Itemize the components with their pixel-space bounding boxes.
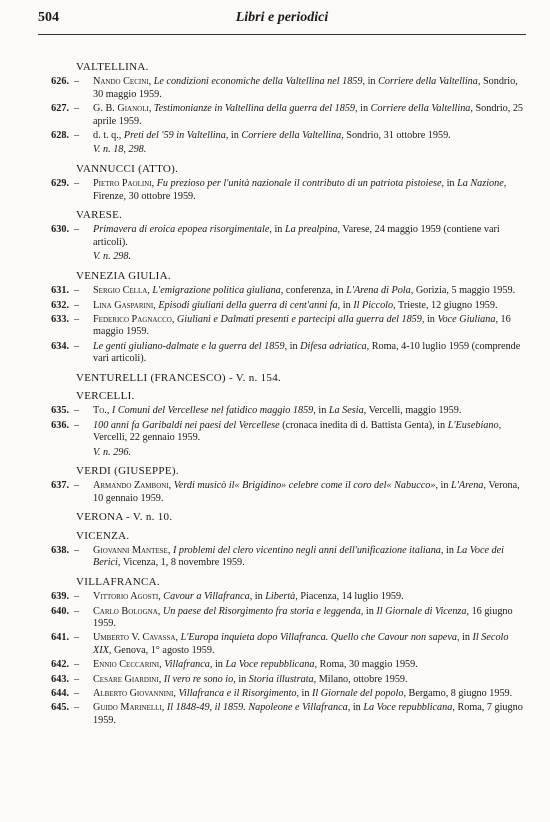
entry-title: Villafranca e il Risorgimento (178, 688, 297, 700)
entry-title: Storia illustrata (248, 673, 314, 685)
entry-title: La Voce dei Berici (93, 545, 504, 569)
entry-title: L'Arena di Pola (346, 285, 411, 297)
entry-title: Le genti giuliano-dalmate e la guerra del 1859 (93, 340, 285, 352)
entry-dash: – (74, 285, 80, 297)
entry-segment: , (175, 632, 181, 644)
section (38, 465, 526, 505)
section (38, 61, 526, 157)
section-heading: VERONA - V. n. 10. (76, 511, 173, 524)
entry-segment: , Milano, ottobre 1959. (313, 673, 408, 685)
entry-segment: , Roma, 7 giugno 1959. (93, 702, 523, 726)
entry-dash: – (74, 419, 80, 431)
entry-title: Il 1848-49, il 1859. Napoleone e Villafranca (166, 702, 348, 714)
entry-title: Voce Giuliana (437, 313, 496, 325)
entry-title: I problemi del clero vicentino negli anni dell'unificazione italiana (172, 545, 441, 556)
entry-dash: – (74, 632, 80, 644)
entry-title: L'emigrazione politica giuliana (152, 285, 281, 297)
entry-segment: (cronaca inedita di d. Battista Genta), in (279, 419, 448, 431)
entry-text (93, 300, 526, 312)
cross-reference: V. n. 18, 298. (93, 144, 147, 156)
entry-text (93, 659, 526, 671)
entry-segment: , (157, 605, 163, 617)
entry-dash: – (74, 673, 80, 685)
entry-segment: , (158, 591, 164, 603)
entry-title: Episodi giuliani della guerra di cent'anni fa (158, 299, 338, 311)
entry-segment: , Vicenza, 1, 8 novembre 1959. (117, 557, 245, 569)
entry-number: 644. (51, 688, 69, 700)
entry-dash: – (74, 605, 80, 617)
cross-reference: V. n. 296. (93, 446, 132, 458)
entry-number: 629. (51, 178, 69, 190)
bibliography-entry (38, 285, 526, 297)
entry-title: Testimonianze in Valtellina della guerra del 1859 (153, 103, 356, 115)
entry-segment: , Piacenza, 14 luglio 1959. (295, 591, 404, 603)
entry-segment: , (168, 480, 174, 492)
entry-text (93, 606, 526, 631)
section-heading: VARESE. (76, 209, 123, 222)
entry-number: 637. (51, 480, 69, 492)
section (38, 270, 526, 366)
entry-segment: , in (337, 299, 354, 311)
entry-segment: , in (284, 340, 301, 352)
entry-segment: , Vercelli, maggio 1959. (363, 405, 462, 417)
entry-number: 636. (51, 419, 69, 431)
section (38, 511, 526, 523)
bibliography-entry (38, 545, 526, 570)
entry-segment: , 16 maggio 1959. (93, 313, 511, 338)
entry-author: Cesare Giardini (93, 673, 159, 685)
entry-segment: , Bergamo, 8 giugno 1959. (403, 688, 513, 700)
entry-segment: , Roma, 4-10 luglio 1959 (comprende vari articoli). (93, 340, 521, 365)
entry-segment: , Trieste, 12 giugno 1959. (393, 299, 498, 311)
entry-author: To. (93, 405, 107, 417)
entry-segment: , (159, 659, 165, 671)
page-header (38, 12, 526, 35)
entry-dash: – (74, 178, 80, 190)
entry-title: Corriere della Valtellina (378, 76, 478, 88)
entry-title: Il Piccolo (353, 299, 394, 311)
entry-segment: , in (360, 605, 377, 617)
entry-title: Le condizioni economiche della Valtellina nel 1859 (153, 76, 363, 88)
entry-number: 638. (51, 545, 69, 556)
entry-segment: d. t. q., (93, 130, 124, 142)
entry-dash: – (74, 76, 80, 88)
entry-title: 100 anni fa Garibaldi nei paesi del Vercellese (93, 419, 280, 431)
entry-dash: – (74, 545, 80, 556)
bibliography-entry (38, 314, 526, 339)
cross-reference: V. n. 298. (93, 251, 132, 263)
entry-segment: , Sondrio, 31 ottobre 1959. (341, 130, 451, 142)
entry-title: Un paese del Risorgimento fra storia e leggenda (162, 605, 361, 617)
entry-title: La Nazione (457, 178, 504, 190)
section (38, 209, 526, 264)
entry-author: Giovanni Mantese (93, 545, 168, 556)
entry-text (93, 285, 526, 297)
section-heading: VILLAFRANCA. (76, 575, 160, 588)
entry-number: 642. (51, 659, 69, 671)
bibliography-entry (38, 130, 526, 142)
entry-number: 632. (51, 299, 69, 311)
entry-segment: , Gorizia, 5 maggio 1959. (410, 285, 516, 297)
entry-title: L'Eusebiano (447, 419, 499, 431)
entry-title: La prealpina (284, 224, 338, 236)
entry-title: Il vero re sono io (163, 673, 234, 685)
entry-text (93, 130, 526, 142)
entry-dash: – (74, 299, 80, 311)
running-title: Libri e periodici (235, 10, 329, 25)
entry-number: 641. (51, 632, 69, 644)
entry-segment: , Roma, 30 maggio 1959. (314, 659, 418, 671)
entry-author: Ennio Ceccarini (93, 659, 160, 671)
entry-segment: , Firenze, 30 ottobre 1959. (93, 178, 507, 202)
entry-author: Nando Cecini (93, 76, 149, 88)
section-heading: VICENZA. (76, 529, 130, 542)
bibliography-entry (38, 341, 526, 366)
entry-title: Verdi musicò il« Brigidino» celebre come il coro del« Nabucco» (173, 480, 436, 492)
entry-title: Corriere della Valtellina (241, 130, 342, 142)
document-page (38, 12, 526, 729)
entry-title: I Comuni del Vercellese nel fatidico maggio 1859 (111, 405, 314, 417)
bibliography-entry (38, 659, 526, 671)
entry-segment: , Genova, 1° agosto 1959. (108, 644, 215, 656)
bibliography-entry (38, 76, 526, 101)
bibliography-entry (38, 224, 526, 249)
entry-author: Guido Marinelli (93, 702, 162, 714)
entry-title: Corriere della Valtellina (370, 103, 471, 115)
entry-author: Pietro Paolini (93, 178, 152, 190)
entry-author: Lina Gasparini (93, 299, 154, 311)
entry-segment: , (161, 702, 167, 714)
entry-number: 635. (51, 405, 69, 417)
entry-segment: , in (313, 405, 329, 417)
entry-text (93, 591, 526, 603)
entry-number: 626. (51, 76, 69, 88)
bibliography-entry (38, 591, 526, 603)
bibliography-entry (38, 103, 526, 128)
section (38, 530, 526, 570)
entry-text (93, 224, 526, 249)
entry-text (93, 688, 526, 700)
entry-segment: , (106, 405, 112, 417)
entry-dash: – (74, 103, 80, 115)
entry-title: Cavour a Villafranca (163, 591, 250, 603)
entry-number: 639. (51, 591, 69, 603)
entry-number: 633. (51, 313, 69, 325)
entry-text (93, 480, 526, 505)
entry-dash: – (74, 405, 80, 417)
entry-segment: , (148, 103, 154, 115)
entry-text (93, 103, 526, 128)
entry-title: La Sesia (328, 405, 364, 417)
entry-dash: – (74, 224, 80, 236)
entry-title: La Voce repubblicana (225, 659, 315, 671)
entry-segment: , (148, 76, 154, 88)
entry-segment: , in (296, 688, 313, 700)
entry-number: 631. (51, 285, 69, 297)
section-heading: VALTELLINA. (76, 61, 149, 73)
entry-title: Il Giornale di Vicenza (376, 605, 467, 617)
bibliography-entry (38, 178, 526, 203)
entry-title: L'Arena (451, 480, 484, 492)
entry-text (93, 702, 526, 727)
entry-text (93, 674, 526, 686)
entry-text (93, 545, 526, 570)
entry-segment: , Varese, 24 maggio 1959 (contiene vari articoli). (93, 224, 500, 248)
entry-title: Libertà (265, 591, 296, 603)
entry-number: 627. (51, 103, 69, 115)
section-heading: VENTURELLI (FRANCESCO) - V. n. 154. (76, 371, 282, 384)
entry-dash: – (74, 659, 80, 671)
entry-number: 630. (51, 224, 69, 236)
entry-title: La Voce repubblicana (363, 702, 453, 714)
bibliography-entry (38, 702, 526, 727)
entry-title: L'Europa inquieta dopo Villafranca. Quello che Cavour non sapeva (180, 632, 457, 644)
section (38, 390, 526, 459)
entry-text (93, 420, 526, 445)
bibliography-entry (38, 300, 526, 312)
bibliography-entry (38, 606, 526, 631)
entry-segment: , in (441, 178, 458, 190)
entry-text (93, 76, 526, 101)
entry-segment: , in (249, 591, 266, 603)
entry-segment: , (173, 688, 179, 700)
entry-author: Umberto V. Cavassa (93, 632, 176, 644)
entry-segment: , Vercelli, 22 gennaio 1959. (93, 419, 502, 444)
entry-dash: – (74, 480, 80, 492)
entry-segment: , Sondrio, 25 aprile 1959. (93, 103, 524, 127)
section-heading: VANNUCCI (ATTO). (76, 162, 179, 175)
entry-segment: , in (435, 480, 452, 492)
entry-text (93, 178, 526, 203)
entry-text (93, 632, 526, 657)
bibliography-entry (38, 480, 526, 505)
section (38, 576, 526, 727)
entry-segment: , (151, 178, 157, 190)
bibliography-entry (38, 674, 526, 686)
entry-segment: , in (440, 545, 457, 556)
bibliography-entry (38, 632, 526, 657)
entry-segment: , in (355, 103, 371, 115)
bibliography-list (38, 61, 526, 727)
entry-title: Difesa adriatica (300, 340, 367, 352)
bibliography-entry (38, 405, 526, 417)
entry-segment: , in (225, 130, 242, 142)
entry-text (93, 341, 526, 366)
entry-text (93, 405, 526, 417)
entry-number: 643. (51, 673, 69, 685)
page-number: 504 (38, 10, 59, 25)
entry-title: Preti del '59 in Valtellina (123, 130, 226, 142)
entry-segment: , (171, 313, 177, 325)
bibliography-entry (38, 688, 526, 700)
entry-segment: , (167, 545, 173, 556)
section-heading: VENEZIA GIULIA. (76, 269, 171, 282)
entry-segment: , in (233, 673, 249, 685)
entry-dash: – (74, 130, 80, 142)
entry-dash: – (74, 688, 80, 700)
entry-segment: , (153, 299, 159, 311)
entry-author: Vittorio Agosti (93, 591, 159, 603)
entry-title: Fu prezioso per l'unità nazionale il contributo di un patriota pistoiese (156, 178, 442, 190)
entry-author: Sergio Cella (93, 285, 148, 297)
entry-segment: , Sondrio, 30 maggio 1959. (93, 76, 518, 100)
entry-author: Alberto Giovannini (93, 688, 174, 700)
entry-dash: – (74, 591, 80, 603)
entry-segment: , in (456, 632, 473, 644)
section-heading: VERDI (GIUSEPPE). (76, 464, 179, 477)
entry-author: Federico Pagnacco (93, 313, 172, 325)
entry-title: Il Giornale del popolo (312, 688, 404, 700)
entry-segment: , conferenza, in (280, 285, 347, 297)
entry-segment: , (147, 285, 153, 297)
entry-segment: , in (347, 702, 364, 714)
entry-title: Primavera di eroica epopea risorgimentale (93, 224, 270, 236)
entry-number: 634. (51, 340, 69, 352)
entry-segment: , Verona, 10 gennaio 1959. (93, 480, 520, 504)
entry-number: 645. (51, 702, 69, 714)
entry-title: Giuliani e Dalmati presenti e partecipi alla guerra del 1859 (176, 313, 422, 325)
entry-segment: , in (209, 659, 226, 671)
entry-title: Villafranca (164, 659, 210, 671)
entry-segment: , in (362, 76, 379, 88)
entry-number: 640. (51, 605, 69, 617)
section (38, 163, 526, 203)
entry-author: G. B. Gianoli (93, 103, 149, 115)
entry-segment: , in (269, 224, 285, 236)
entry-segment: , 16 giugno 1959. (93, 605, 513, 630)
entry-dash: – (74, 702, 80, 714)
section (38, 372, 526, 384)
section-heading: VERCELLI. (76, 389, 135, 402)
entry-number: 628. (51, 130, 69, 142)
entry-title: Il Secolo XIX (93, 632, 509, 656)
entry-text (93, 314, 526, 339)
entry-dash: – (74, 313, 80, 325)
entry-segment: , in (421, 313, 438, 325)
entry-author: Armando Zamboni (93, 480, 169, 492)
entry-segment: , (158, 673, 164, 685)
entry-author: Carlo Bologna (93, 605, 158, 617)
entry-dash: – (74, 340, 80, 352)
bibliography-entry (38, 420, 526, 445)
